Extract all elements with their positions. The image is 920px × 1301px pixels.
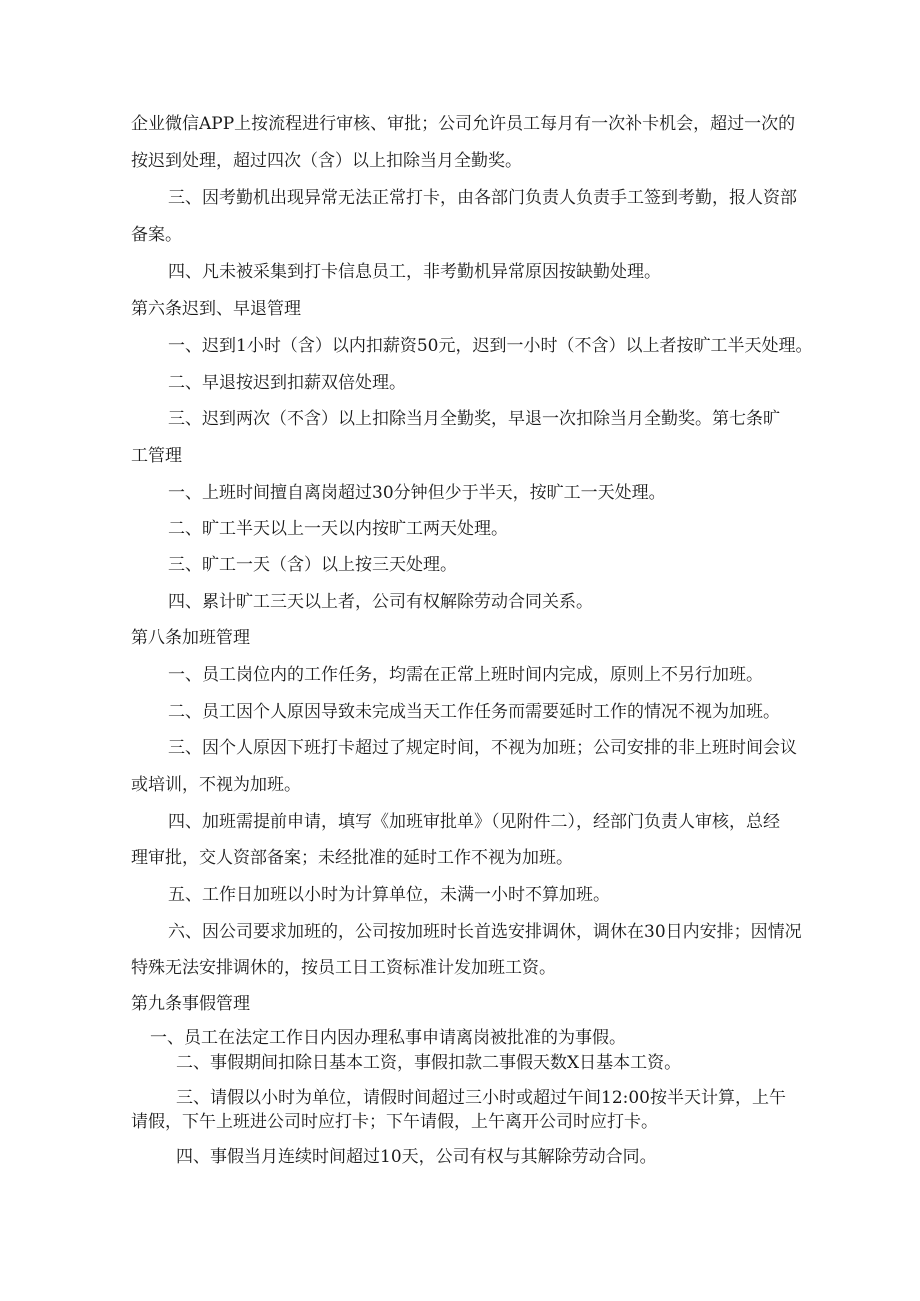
- paragraph-line: 三、旷工一天（含）以上按三天处理。: [168, 555, 457, 575]
- paragraph-line: 二、员工因个人原因导致未完成当天工作任务而需要延时工作的情况不视为加班。: [168, 702, 780, 722]
- paragraph-line: 四、加班需提前申请，填写《加班审批单》（见附件二），经部门负责人审核，总经: [168, 812, 780, 832]
- paragraph-line: 三、请假以小时为单位，请假时间超过三小时或超过午间12:00按半天计算，上午: [176, 1088, 786, 1108]
- paragraph-line: 或培训，不视为加班。: [131, 775, 301, 795]
- paragraph-line: 五、工作日加班以小时为计算单位，未满一小时不算加班。: [168, 885, 610, 905]
- section-heading: 第九条事假管理: [131, 994, 250, 1014]
- paragraph-line: 一、上班时间擅自离岗超过30分钟但少于半天，按旷工一天处理。: [168, 483, 666, 503]
- paragraph-line: 一、迟到1小时（含）以内扣薪资50元，迟到一小时（不含）以上者按旷工半天处理。: [168, 336, 813, 356]
- paragraph-line: 特殊无法安排调休的，按员工日工资标准计发加班工资。: [131, 958, 556, 978]
- paragraph-line: 按迟到处理，超过四次（含）以上扣除当月全勤奖。: [131, 151, 522, 171]
- paragraph-line: 二、早退按迟到扣薪双倍处理。: [168, 373, 406, 393]
- paragraph-line: 三、因考勤机出现异常无法正常打卡，由各部门负责人负责手工签到考勤，报人资部: [168, 188, 797, 208]
- paragraph-line: 二、旷工半天以上一天以内按旷工两天处理。: [168, 519, 508, 539]
- paragraph-line: 二、事假期间扣除日基本工资，事假扣款二事假天数X日基本工资。: [176, 1053, 682, 1073]
- paragraph-line: 请假，下午上班进公司时应打卡；下午请假，上午离开公司时应打卡。: [131, 1112, 658, 1132]
- paragraph-line: 备案。: [131, 225, 182, 245]
- paragraph-line: 四、累计旷工三天以上者，公司有权解除劳动合同关系。: [168, 592, 593, 612]
- paragraph-line: 四、事假当月连续时间超过10天，公司有权与其解除劳动合同。: [176, 1147, 657, 1167]
- paragraph-line: 一、员工在法定工作日内因办理私事申请离岗被批准的为事假。: [150, 1028, 626, 1048]
- paragraph-line: 三、迟到两次（不含）以上扣除当月全勤奖，早退一次扣除当月全勤奖。第七条旷: [168, 409, 780, 429]
- paragraph-line: 工管理: [131, 446, 182, 466]
- paragraph-line: 理审批，交人资部备案；未经批准的延时工作不视为加班。: [131, 848, 573, 868]
- paragraph-line: 四、凡未被采集到打卡信息员工，非考勤机异常原因按缺勤处理。: [168, 262, 661, 282]
- section-heading: 第八条加班管理: [131, 628, 250, 648]
- section-heading: 第六条迟到、早退管理: [131, 299, 301, 319]
- paragraph-line: 六、因公司要求加班的，公司按加班时长首选安排调休，调休在30日内安排；因情况: [168, 922, 802, 942]
- paragraph-line: 一、员工岗位内的工作任务，均需在正常上班时间内完成，原则上不另行加班。: [168, 665, 763, 685]
- paragraph-line: 企业微信APP上按流程进行审核、审批；公司允许员工每月有一次补卡机会，超过一次的: [131, 114, 796, 134]
- paragraph-line: 三、因个人原因下班打卡超过了规定时间，不视为加班；公司安排的非上班时间会议: [168, 738, 797, 758]
